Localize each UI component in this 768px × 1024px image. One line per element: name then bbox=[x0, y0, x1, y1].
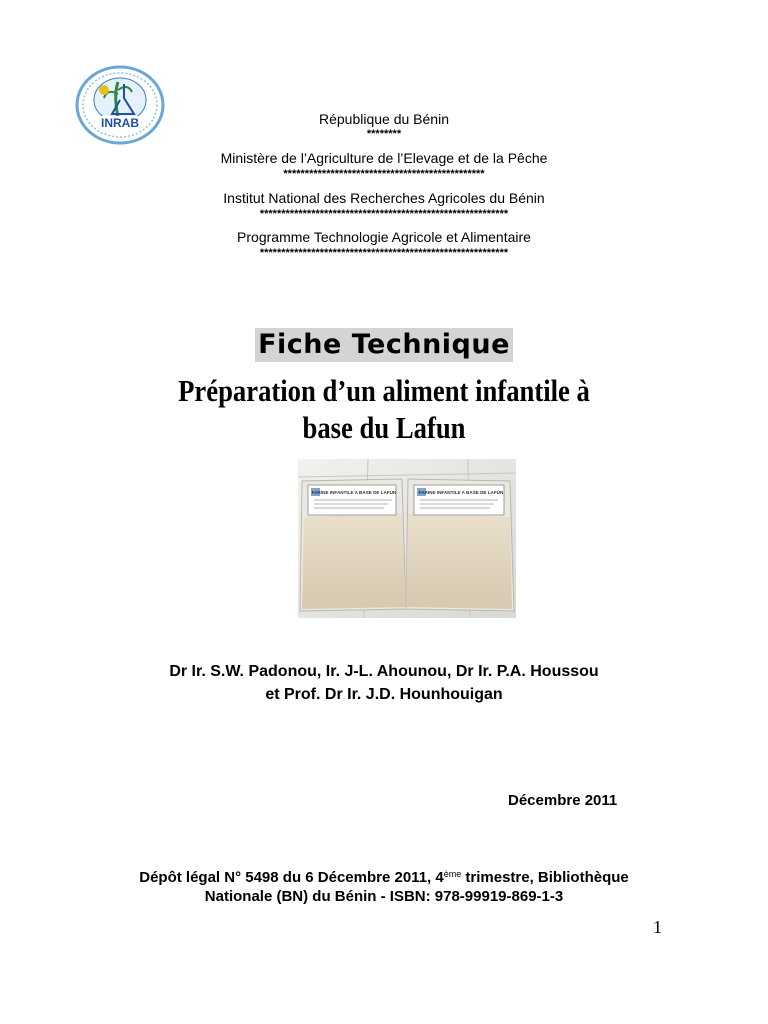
bag-label-left: FARINE INFANTILE A BASE DE LAFUN bbox=[311, 490, 397, 495]
logo-text: INRAB bbox=[101, 116, 139, 130]
publication-date: Décembre 2011 bbox=[508, 792, 618, 809]
authors-line-2: et Prof. Dr Ir. J.D. Hounhouigan bbox=[265, 686, 503, 703]
header-stars-3: ********************************************************** bbox=[259, 208, 509, 220]
header-republic: République du Bénin bbox=[319, 111, 449, 127]
legal-deposit-line-1: Dépôt légal N° 5498 du 6 Décembre 2011, 4ème trimestre, Bibliothèque bbox=[139, 869, 629, 886]
authors-line-1: Dr Ir. S.W. Padonou, Ir. J-L. Ahounou, Dr Ir. P.A. Houssou bbox=[169, 663, 599, 680]
page-number: 1 bbox=[653, 917, 662, 937]
legal-deposit-line-2: Nationale (BN) du Bénin - ISBN: 978-99919-869-1-3 bbox=[204, 888, 564, 905]
header-stars-2: *********************************************** bbox=[283, 168, 485, 180]
title-line-1: Préparation d’un aliment infantile à bbox=[178, 373, 590, 408]
title-line-2: base du Lafun bbox=[302, 410, 466, 445]
product-photo bbox=[298, 459, 516, 618]
header-stars-4: ********************************************************** bbox=[259, 247, 509, 259]
header-ministry: Ministère de l’Agriculture de l’Elevage et de la Pêche bbox=[220, 150, 548, 166]
header-stars-1: ******** bbox=[366, 128, 402, 140]
header-institute: Institut National des Recherches Agricoles du Bénin bbox=[223, 190, 545, 206]
bag-label-right: FARINE INFANTILE A BASE DE LAFUN bbox=[418, 490, 504, 495]
doc-type-heading: Fiche Technique bbox=[255, 328, 513, 362]
header-programme: Programme Technologie Agricole et Alimentaire bbox=[237, 229, 531, 245]
